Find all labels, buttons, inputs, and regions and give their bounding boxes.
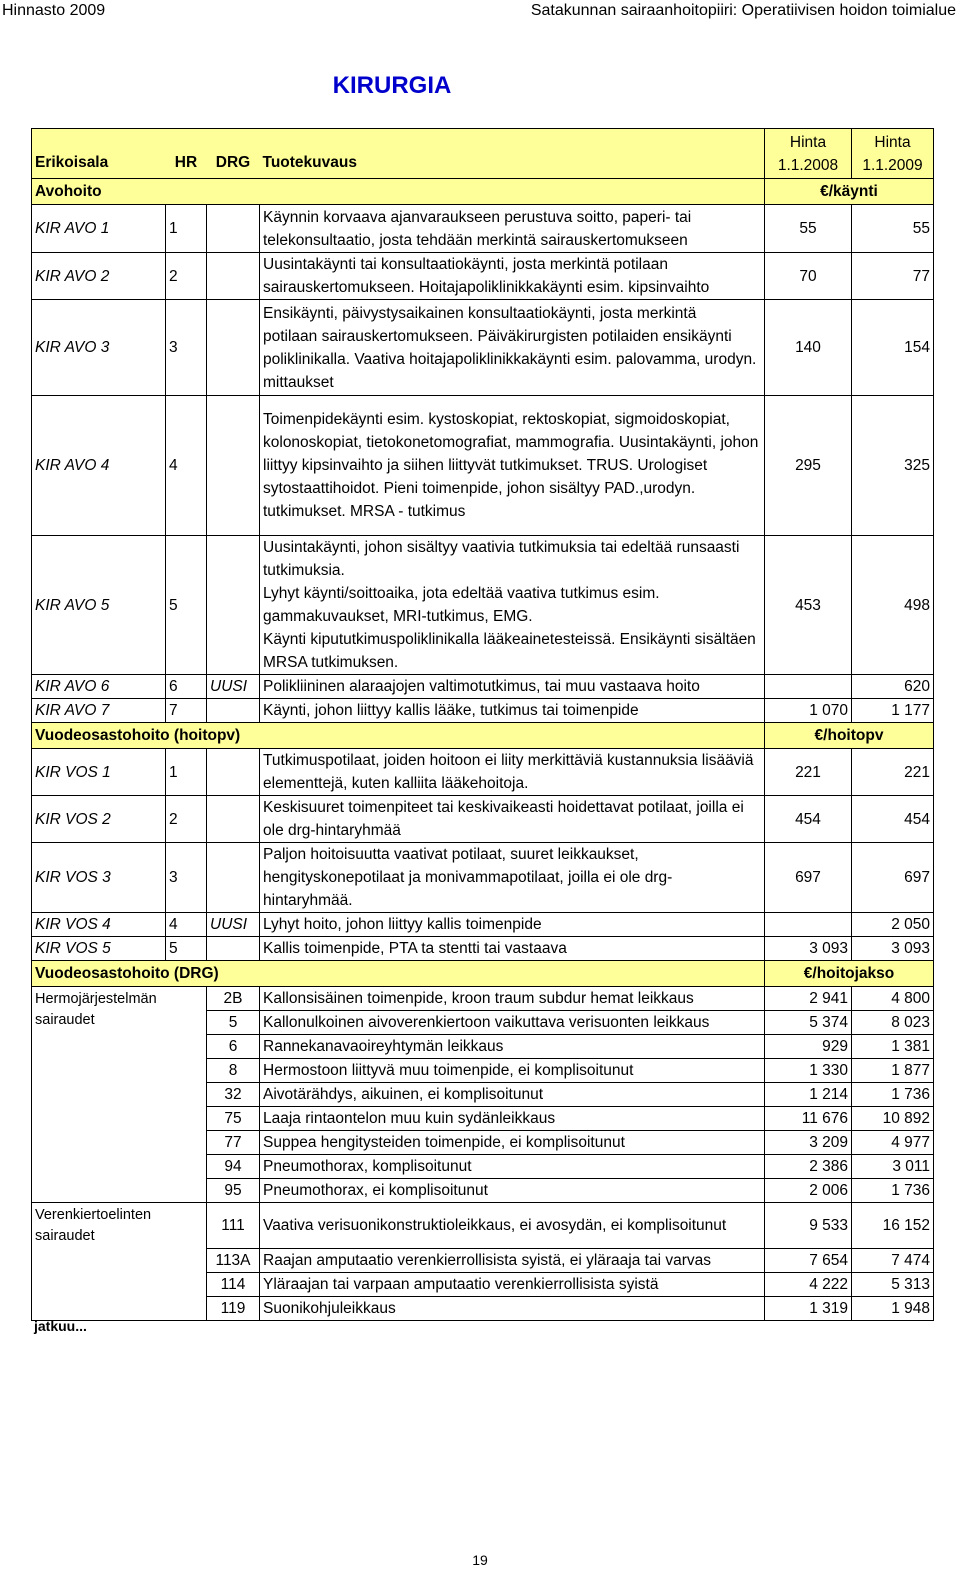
price-2009: 5 313 <box>852 1273 934 1297</box>
product-code: KIR VOS 3 <box>32 843 166 913</box>
drg-description: Raajan amputaatio verenkierrollisista syistä, ei yläraaja tai varvas <box>260 1249 765 1273</box>
price-2008: 3 209 <box>765 1131 852 1155</box>
drg-value: UUSI <box>207 913 260 937</box>
description-line: sytostaattihoidot. Pieni toimenpide, johon sisältyy PAD.,urodyn. <box>263 480 696 497</box>
disease-group <box>32 1203 207 1321</box>
price-2009: 1 736 <box>852 1179 934 1203</box>
hr-value: 3 <box>166 300 207 396</box>
product-code: KIR VOS 5 <box>32 937 166 961</box>
product-description <box>260 749 765 796</box>
price-2009: 620 <box>852 675 934 699</box>
product-description <box>260 396 765 536</box>
drg-code: 5 <box>207 1011 260 1035</box>
col-hinta-2009-l1: Hinta <box>874 133 911 151</box>
drg-value <box>207 300 260 396</box>
product-description <box>260 253 765 300</box>
product-code: KIR AVO 5 <box>32 536 166 675</box>
continued-note: jatkuu... <box>34 1318 87 1334</box>
drg-code: 95 <box>207 1179 260 1203</box>
description-line: Käynti kipututkimuspoliklinikalla lääkeainetesteissä. Ensikäynti sisältäen <box>263 631 756 648</box>
price-2008 <box>765 913 852 937</box>
price-table <box>31 128 934 1321</box>
price-2008: 5 374 <box>765 1011 852 1035</box>
description-line: kolonoskopiat, tietokonetomografiat, mammografia. Uusintakäynti, johon <box>263 434 759 451</box>
drg-description: Suonikohjuleikkaus <box>260 1297 765 1321</box>
price-2008: 929 <box>765 1035 852 1059</box>
col-hinta-2009-l2: 1.1.2009 <box>862 156 923 174</box>
price-2009: 7 474 <box>852 1249 934 1273</box>
price-2008: 70 <box>765 253 852 300</box>
price-2009: 2 050 <box>852 913 934 937</box>
product-code: KIR AVO 7 <box>32 699 166 723</box>
col-hinta-2008-l2: 1.1.2008 <box>777 156 839 174</box>
price-2008: 9 533 <box>765 1203 852 1249</box>
section-label: Vuodeosastohoito (DRG) <box>32 961 765 987</box>
hr-value: 5 <box>166 536 207 675</box>
drg-code: 94 <box>207 1155 260 1179</box>
col-hinta-2009 <box>852 129 934 179</box>
description-line: Käynti, johon liittyy kallis lääke, tutkimus tai toimenpide <box>263 702 639 719</box>
drg-description: Aivotärähdys, aikuinen, ei komplisoitunut <box>260 1083 765 1107</box>
section-label: Avohoito <box>32 179 765 205</box>
description-line: tutkimuksia. <box>263 562 345 579</box>
price-2008: 2 941 <box>765 987 852 1011</box>
col-hr: HR <box>166 129 207 179</box>
product-code: KIR VOS 2 <box>32 796 166 843</box>
price-2009: 1 381 <box>852 1035 934 1059</box>
product-description <box>260 675 765 699</box>
drg-description: Rannekanavaoireyhtymän leikkaus <box>260 1035 765 1059</box>
description-line: potilaan sairauskertomukseen. Päiväkirurgisten potilaiden ensikäynti <box>263 327 732 345</box>
description-line: hengityskonepotilaat ja monivammapotilaat, joilla ei ole drg- <box>263 869 673 886</box>
drg-code: 6 <box>207 1035 260 1059</box>
price-2008: 1 319 <box>765 1297 852 1321</box>
section-unit: €/hoitojakso <box>765 961 934 987</box>
hr-value: 1 <box>166 749 207 796</box>
drg-code: 114 <box>207 1273 260 1297</box>
drg-code: 111 <box>207 1203 260 1249</box>
product-code: KIR VOS 4 <box>32 913 166 937</box>
drg-value <box>207 749 260 796</box>
price-2009: 454 <box>852 796 934 843</box>
drg-value <box>207 396 260 536</box>
drg-description: Vaativa verisuonikonstruktioleikkaus, ei avosydän, ei komplisoitunut <box>260 1203 765 1249</box>
drg-description: Laaja rintaontelon muu kuin sydänleikkaus <box>260 1107 765 1131</box>
drg-description: Kallonulkoinen aivoverenkiertoon vaikuttava verisuonten leikkaus <box>260 1011 765 1035</box>
table-row <box>32 843 934 913</box>
product-description <box>260 205 765 253</box>
description-line: Paljon hoitoisuutta vaativat potilaat, suuret leikkaukset, <box>263 846 639 863</box>
price-2008: 55 <box>765 205 852 253</box>
price-2009: 1 736 <box>852 1083 934 1107</box>
header-left: Hinnasto 2009 <box>2 2 106 19</box>
price-2009: 10 892 <box>852 1107 934 1131</box>
price-2009: 8 023 <box>852 1011 934 1035</box>
product-description <box>260 699 765 723</box>
hr-value: 2 <box>166 796 207 843</box>
col-tuotekuvaus: Tuotekuvaus <box>260 129 765 179</box>
price-2009: 1 948 <box>852 1297 934 1321</box>
price-2008: 453 <box>765 536 852 675</box>
description-line: sairauskertomukseen. Hoitajapoliklinikkakäynti esim. kipsinvaihto <box>263 279 710 296</box>
description-line: elementtejä, kuten kalliita lääkehoitoja. <box>263 775 529 792</box>
price-2009: 55 <box>852 205 934 253</box>
description-line: Lyhyt hoito, johon liittyy kallis toimenpide <box>263 916 542 933</box>
table-row <box>32 937 934 961</box>
price-2008: 11 676 <box>765 1107 852 1131</box>
drg-code: 75 <box>207 1107 260 1131</box>
drg-code: 32 <box>207 1083 260 1107</box>
price-2008: 3 093 <box>765 937 852 961</box>
price-2009: 4 977 <box>852 1131 934 1155</box>
drg-code: 113A <box>207 1249 260 1273</box>
product-code: KIR VOS 1 <box>32 749 166 796</box>
price-2008: 2 386 <box>765 1155 852 1179</box>
price-2009: 154 <box>852 300 934 396</box>
price-2008: 697 <box>765 843 852 913</box>
hr-value: 3 <box>166 843 207 913</box>
product-description <box>260 300 765 396</box>
description-line: Polikliininen alaraajojen valtimotutkimus, tai muu vastaava hoito <box>263 678 700 695</box>
hr-value: 7 <box>166 699 207 723</box>
column-header-row <box>32 129 934 179</box>
drg-description: Kallonsisäinen toimenpide, kroon traum subdur hemat leikkaus <box>260 987 765 1011</box>
table-row <box>32 396 934 536</box>
disease-group-line: Hermojärjestelmän <box>35 991 157 1007</box>
price-2009: 697 <box>852 843 934 913</box>
drg-description: Pneumothorax, komplisoitunut <box>260 1155 765 1179</box>
description-line: liittyy kipsinvaihto ja siihen liittyvät tutkimukset. TRUS. Urologiset <box>263 457 708 474</box>
drg-value <box>207 699 260 723</box>
table-row <box>32 749 934 796</box>
table-row <box>32 300 934 396</box>
table-row <box>32 536 934 675</box>
disease-group <box>32 987 207 1203</box>
section-label: Vuodeosastohoito (hoitopv) <box>32 723 765 749</box>
price-2008: 4 222 <box>765 1273 852 1297</box>
product-description <box>260 937 765 961</box>
price-2008: 295 <box>765 396 852 536</box>
price-2009: 498 <box>852 536 934 675</box>
section-vos <box>32 723 934 749</box>
description-line: Kallis toimenpide, PTA ta stentti tai vastaava <box>263 940 567 957</box>
description-line: telekonsultaatio, josta tehdään merkintä sairauskertomukseen <box>263 231 688 249</box>
drg-value <box>207 253 260 300</box>
price-2009: 325 <box>852 396 934 536</box>
hr-value: 2 <box>166 253 207 300</box>
price-2009: 1 177 <box>852 699 934 723</box>
price-2008: 1 070 <box>765 699 852 723</box>
price-2008: 1 214 <box>765 1083 852 1107</box>
drg-description: Pneumothorax, ei komplisoitunut <box>260 1179 765 1203</box>
description-line: MRSA tutkimuksen. <box>263 654 399 671</box>
table-row <box>32 913 934 937</box>
drg-code: 77 <box>207 1131 260 1155</box>
page-title: KIRURGIA <box>332 72 452 99</box>
col-hinta-2008-l1: Hinta <box>789 133 827 151</box>
section-avohoito <box>32 179 934 205</box>
header-right: Satakunnan sairaanhoitopiiri: Operatiivisen hoidon toimialue <box>530 2 956 19</box>
section-unit: €/hoitopv <box>765 723 934 749</box>
drg-code: 119 <box>207 1297 260 1321</box>
disease-group-line: sairaudet <box>35 1228 95 1244</box>
description-line: hintaryhmää. <box>263 892 353 909</box>
price-2009: 221 <box>852 749 934 796</box>
hr-value: 6 <box>166 675 207 699</box>
drg-value <box>207 937 260 961</box>
hr-value: 4 <box>166 913 207 937</box>
description-line: Toimenpidekäynti esim. kystoskopiat, rektoskopiat, sigmoidoskopiat, <box>263 411 730 428</box>
product-code: KIR AVO 3 <box>32 300 166 396</box>
description-line: poliklinikalla. Vaativa hoitajapoliklinikkakäynti esim. palovamma, urodyn. <box>263 350 757 368</box>
hr-value: 4 <box>166 396 207 536</box>
section-drg <box>32 961 934 987</box>
price-2009: 4 800 <box>852 987 934 1011</box>
page-number: 19 <box>472 1552 488 1568</box>
price-2009: 3 093 <box>852 937 934 961</box>
product-code: KIR AVO 4 <box>32 396 166 536</box>
drg-code: 8 <box>207 1059 260 1083</box>
description-line: mittaukset <box>263 373 334 391</box>
product-code: KIR AVO 2 <box>32 253 166 300</box>
price-2008: 7 654 <box>765 1249 852 1273</box>
drg-description: Hermostoon liittyvä muu toimenpide, ei komplisoitunut <box>260 1059 765 1083</box>
hr-value: 5 <box>166 937 207 961</box>
drg-value <box>207 205 260 253</box>
product-description <box>260 796 765 843</box>
table-row <box>32 699 934 723</box>
price-2009: 77 <box>852 253 934 300</box>
price-2009: 3 011 <box>852 1155 934 1179</box>
description-line: Keskisuuret toimenpiteet tai keskivaikeasti hoidettavat potilaat, joilla ei <box>263 799 744 816</box>
table-row <box>32 205 934 253</box>
disease-group-line: sairaudet <box>35 1012 95 1028</box>
description-line: Lyhyt käynti/soittoaika, jota edeltää vaativa tutkimus esim. <box>263 585 660 602</box>
price-2008: 1 330 <box>765 1059 852 1083</box>
product-description <box>260 843 765 913</box>
drg-value: UUSI <box>207 675 260 699</box>
drg-value <box>207 796 260 843</box>
price-2008: 454 <box>765 796 852 843</box>
table-row <box>32 675 934 699</box>
product-code: KIR AVO 1 <box>32 205 166 253</box>
disease-group-line: Verenkiertoelinten <box>35 1207 152 1223</box>
table-row <box>32 1203 934 1249</box>
price-2008: 221 <box>765 749 852 796</box>
drg-value <box>207 843 260 913</box>
hr-value: 1 <box>166 205 207 253</box>
product-description <box>260 536 765 675</box>
col-drg: DRG <box>207 129 260 179</box>
price-2009: 16 152 <box>852 1203 934 1249</box>
table-row <box>32 253 934 300</box>
price-2009: 1 877 <box>852 1059 934 1083</box>
drg-description: Suppea hengitysteiden toimenpide, ei komplisoitunut <box>260 1131 765 1155</box>
description-line: Käynnin korvaava ajanvaraukseen perustuva soitto, paperi- tai <box>263 208 692 226</box>
description-line: Tutkimuspotilaat, joiden hoitoon ei liity merkittäviä kustannuksia lisääviä <box>263 752 754 769</box>
drg-description: Yläraajan tai varpaan amputaatio verenkierrollisista syistä <box>260 1273 765 1297</box>
description-line: ole drg-hintaryhmää <box>263 822 401 839</box>
table-row <box>32 796 934 843</box>
description-line: tutkimukset. MRSA - tutkimus <box>263 503 466 520</box>
description-line: Uusintakäynti, johon sisältyy vaativia tutkimuksia tai edeltää runsaasti <box>263 539 740 556</box>
description-line: gammakuvaukset, MRI-tutkimus, EMG. <box>263 608 533 625</box>
drg-value <box>207 536 260 675</box>
col-erikoisala: Erikoisala <box>32 129 166 179</box>
table-row <box>32 987 934 1011</box>
col-hinta-2008 <box>765 129 852 179</box>
product-code: KIR AVO 6 <box>32 675 166 699</box>
section-unit: €/käynti <box>765 179 934 205</box>
description-line: Uusintakäynti tai konsultaatiokäynti, josta merkintä potilaan <box>263 256 668 273</box>
price-2008 <box>765 675 852 699</box>
product-description <box>260 913 765 937</box>
price-2008: 140 <box>765 300 852 396</box>
price-2008: 2 006 <box>765 1179 852 1203</box>
drg-code: 2B <box>207 987 260 1011</box>
description-line: Ensikäynti, päivystysaikainen konsultaatiokäynti, josta merkintä <box>263 304 697 322</box>
